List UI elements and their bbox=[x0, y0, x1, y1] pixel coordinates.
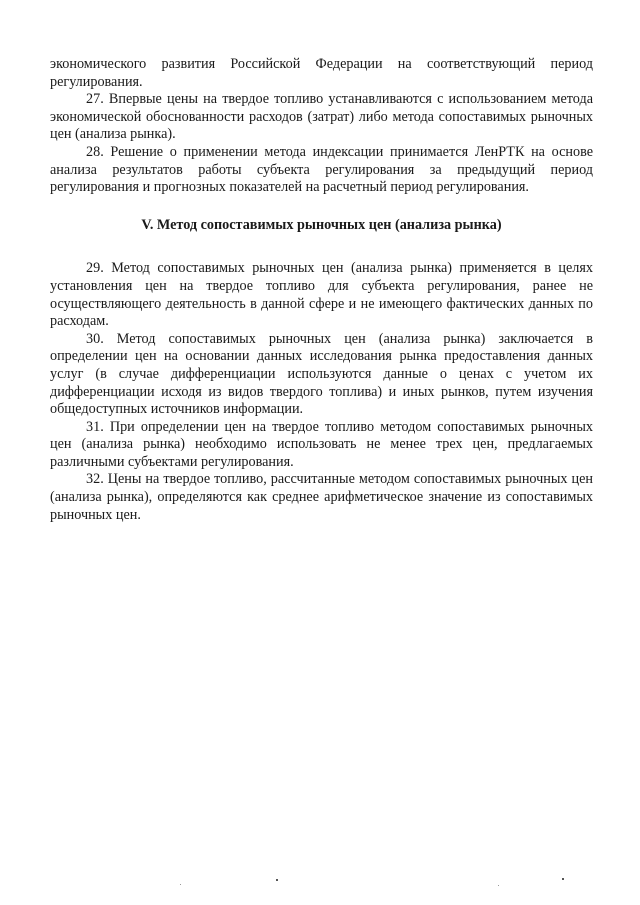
paragraph-30: 30. Метод сопоставимых рыночных цен (анализа рынка) заключается в определении цен на основании данных исследования рынка предоставления данных услуг (в случае дифференциации используются данные о ценах с учетом их дифференциации исходя из видов твердого топлива) и иных рынков, путем изучения общедоступных источников информации. bbox=[50, 330, 593, 418]
paragraph-32: 32. Цены на твердое топливо, рассчитанные методом сопоставимых рыночных цен (анализа рынка), определяются как среднее арифметическое значение из сопоставимых рыночных цен. bbox=[50, 471, 593, 523]
scan-dot bbox=[498, 885, 499, 886]
paragraph-31: 31. При определении цен на твердое топливо методом сопоставимых рыночных цен (анализа рынка) необходимо использовать не менее трех цен, предлагаемых различными субъектами регулирования. bbox=[50, 418, 593, 470]
section-heading: V. Метод сопоставимых рыночных цен (анализа рынка) bbox=[141, 216, 502, 233]
scan-dot bbox=[180, 884, 181, 885]
scan-dot bbox=[562, 878, 564, 880]
paragraph-continuation: экономического развития Российской Федерации на соответствующий период регулирования. bbox=[50, 56, 593, 90]
paragraph-27: 27. Впервые цены на твердое топливо устанавливаются с использованием метода экономической обоснованности расходов (затрат) либо метода сопоставимых рыночных цен (анализа рынка). bbox=[50, 91, 593, 143]
paragraph-29: 29. Метод сопоставимых рыночных цен (анализа рынка) применяется в целях установления цен на твердое топливо для субъекта регулирования, ранее не осуществляющего деятельность в данной сфере и не имеющего фактических данных по расходам. bbox=[50, 260, 593, 330]
paragraph-28: 28. Решение о применении метода индексации принимается ЛенРТК на основе анализа результатов работы субъекта регулирования за предыдущий период регулирования и прогнозных показателей на расчетный период регулирования. bbox=[50, 143, 593, 196]
scan-dot bbox=[276, 879, 278, 881]
document-body bbox=[50, 56, 593, 524]
